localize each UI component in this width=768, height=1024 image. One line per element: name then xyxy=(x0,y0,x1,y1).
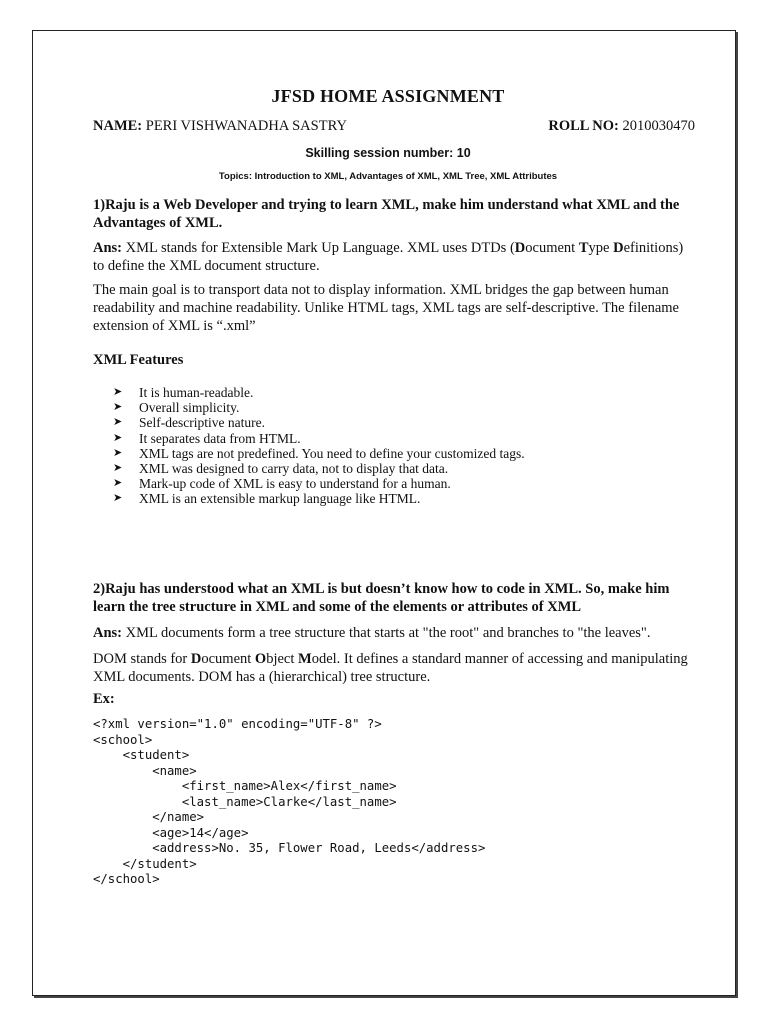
answer-label: Ans: xyxy=(93,625,123,641)
arrow-bullet-icon: ➤ xyxy=(113,431,123,444)
list-item xyxy=(113,400,525,415)
question-2: 2)Raju has understood what an XML is but doesn’t know how to code in XML. So, make him learn the tree structure in XML and some of the elements or attributes of XML xyxy=(93,581,670,615)
q1-answer-text: ocument xyxy=(525,240,579,256)
q1-answer xyxy=(93,239,693,275)
q2-para-text: ocument xyxy=(201,651,255,667)
example-label: Ex: xyxy=(93,691,115,707)
q2-para-bold: O xyxy=(254,651,267,667)
list-item xyxy=(113,446,525,461)
list-item-text: Mark-up code of XML is easy to understand for a human. xyxy=(139,476,451,492)
list-item xyxy=(113,476,525,491)
name-roll-row xyxy=(93,118,695,135)
q1-answer-bold: D xyxy=(613,240,624,256)
roll-label: ROLL NO: xyxy=(548,118,619,134)
list-item-text: XML was designed to carry data, not to display that data. xyxy=(139,461,449,477)
list-item-text: Self-descriptive nature. xyxy=(139,415,265,431)
list-item-text: It is human-readable. xyxy=(139,385,254,400)
list-item-text: Overall simplicity. xyxy=(139,400,240,416)
list-item xyxy=(113,491,525,506)
roll-value: 2010030470 xyxy=(622,118,695,134)
xml-code-block: <?xml version="1.0" encoding="UTF-8" ?> <school> <student> <name> <first_name>Alex</first_name> <last_name>Clarke</last_name> </name> <age>14</age> <address>No. 35, Flower Road, Leeds</address> </student> </school> xyxy=(93,717,486,886)
q1-answer-text: ype xyxy=(588,240,614,256)
arrow-bullet-icon: ➤ xyxy=(113,401,123,414)
features-list xyxy=(113,385,525,507)
session-number: Skilling session number: 10 xyxy=(305,146,471,160)
question-1: 1)Raju is a Web Developer and trying to learn XML, make him understand what XML and the Advantages of XML. xyxy=(93,197,680,231)
q2-para-text: DOM stands for xyxy=(93,651,191,667)
roll-number xyxy=(548,118,695,135)
q1-paragraph-2: The main goal is to transport data not to display information. XML bridges the gap between human readability and machine readability. Unlike HTML tags, XML tags are self-descriptive. The filename extension of XML is “.xml” xyxy=(93,282,679,334)
q1-answer-bold: T xyxy=(578,240,589,256)
q2-para-text: odel. It defines a standard manner of accessing and manipulating XML documents. DOM has a (hierarchical) tree structure. xyxy=(93,651,688,685)
q2-answer-text: XML documents form a tree structure that starts at "the root" and branches to "the leaves". xyxy=(122,625,651,641)
q1-answer-text: efinitions) to define the XML document structure. xyxy=(93,240,684,274)
q2-para-text: bject xyxy=(266,651,299,667)
features-heading: XML Features xyxy=(93,352,184,368)
q1-answer-bold: D xyxy=(514,240,526,256)
list-item xyxy=(113,385,525,400)
name-label: NAME: xyxy=(93,118,143,134)
name-value: PERI VISHWANADHA SASTRY xyxy=(145,118,347,134)
arrow-bullet-icon: ➤ xyxy=(113,386,123,398)
list-item xyxy=(113,415,525,430)
arrow-bullet-icon: ➤ xyxy=(113,492,123,505)
page-title: JFSD HOME ASSIGNMENT xyxy=(271,86,505,106)
list-item-text: It separates data from HTML. xyxy=(139,430,301,446)
arrow-bullet-icon: ➤ xyxy=(113,416,123,429)
q2-answer xyxy=(93,624,693,642)
arrow-bullet-icon: ➤ xyxy=(113,462,123,475)
arrow-bullet-icon: ➤ xyxy=(113,446,123,459)
list-item xyxy=(113,431,525,446)
q2-paragraph-2 xyxy=(93,650,693,686)
list-item-text: XML is an extensible markup language like HTML. xyxy=(139,491,421,507)
q2-para-bold: D xyxy=(190,651,202,667)
arrow-bullet-icon: ➤ xyxy=(113,477,123,490)
q1-answer-text: XML stands for Extensible Mark Up Language. XML uses DTDs ( xyxy=(122,240,515,256)
list-item-text: XML tags are not predefined. You need to define your customized tags. xyxy=(139,445,525,461)
answer-label: Ans: xyxy=(93,240,123,256)
list-item xyxy=(113,461,525,476)
q2-para-bold: M xyxy=(298,651,312,667)
topics-line: Topics: Introduction to XML, Advantages of XML, XML Tree, XML Attributes xyxy=(218,171,558,182)
